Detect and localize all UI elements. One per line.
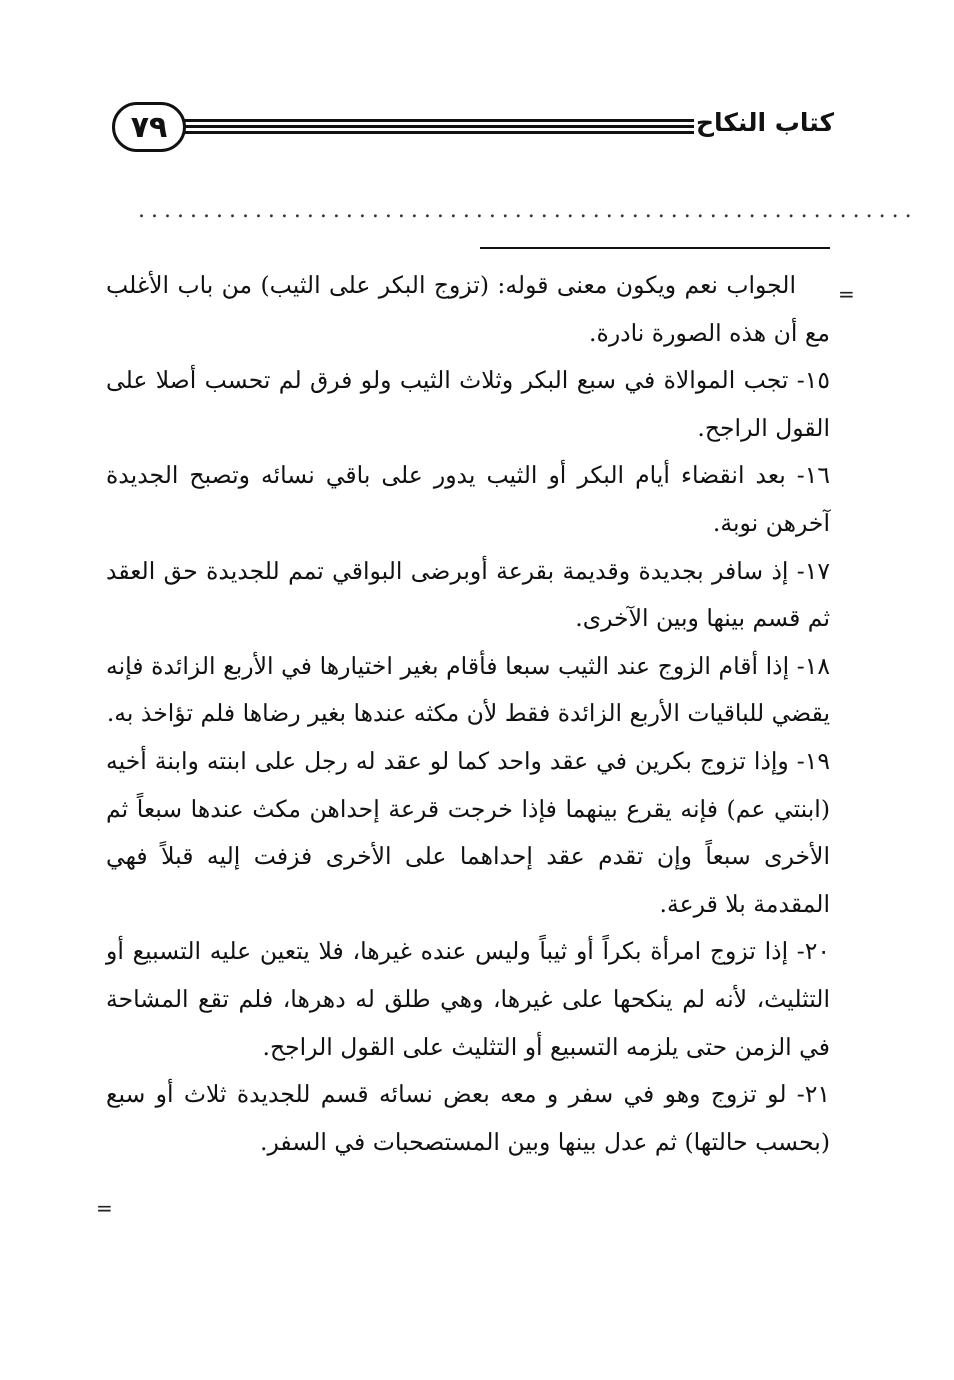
paragraph [106,452,830,547]
paragraph [106,928,830,1071]
footnote-body [106,262,830,1166]
paragraph-text: ٢١- لو تزوج وهو في سفر و معه بعض نسائه قسم للجديدة ثلاث أو سبع (بحسب حالتها) ثم عدل بينها وبين المستصحبات في السفر. [106,1080,830,1156]
paragraph [106,643,830,738]
paragraph-text: الجواب نعم ويكون معنى قوله: (تزوج البكر على الثيب) من باب الأغلب مع أن هذه الصورة نادرة. [106,271,830,347]
continuation-mark-start: = [838,282,855,306]
paragraph [106,262,830,357]
paragraph-text: ١٩- وإذا تزوج بكرين في عقد واحد كما لو عقد له رجل على ابنته وابنة أخيه (ابنتي عم) فإنه يقرع بينهما فإذا خرجت قرعة إحداهن مكث عندها سبعاً ثم الأخرى سبعاً وإن تقدم عقد إحداهما على الأخرى فزفت إليه قبلاً فهي المقدمة بلا قرعة. [106,746,830,918]
page-header [112,100,834,156]
dotted-separator: ............................................................ [138,198,918,223]
page-number: ٧٩ [112,102,186,152]
footnote-rule [480,247,830,249]
paragraph-text: ١٥- تجب الموالاة في سبع البكر وثلاث الثيب ولو فرق لم تحسب أصلا على القول الراجح. [106,366,830,442]
paragraph-text: ١٦- بعد انقضاء أيام البكر أو الثيب يدور على باقي نسائه وتصبح الجديدة آخرهن نوبة. [106,461,830,537]
paragraph-text: ١٧- إذ سافر بجديدة وقديمة بقرعة أوبرضى البواقي تمم للجديدة حق العقد ثم قسم بينها وبين الآخرى. [106,556,830,633]
header-rule [184,119,694,137]
paragraph [106,738,830,928]
paragraph-text: ٢٠- إذا تزوج امرأة بكراً أو ثيباً وليس عنده غيرها، فلا يتعين عليه التسبيع أو التثليث، لأنه لم ينكحها على غيرها، وهي طلق له دهرها، فلم تقع المشاحة في الزمن حتى يلزمه التسبيع أو التثليث على القول الراجح. [106,937,830,1061]
paragraph [106,1071,830,1166]
paragraph-text: ١٨- إذا أقام الزوج عند الثيب سبعا فأقام بغير اختيارها في الأربع الزائدة فإنه يقضي للباقيات الأربع الزائدة فقط لأن مكثه عندها بغير رضاها فلم تؤاخذ به. [106,651,830,728]
book-title: كتاب النكاح [695,108,834,137]
paragraph [106,357,830,452]
continuation-mark-end: = [96,1196,113,1220]
paragraph [106,548,830,643]
